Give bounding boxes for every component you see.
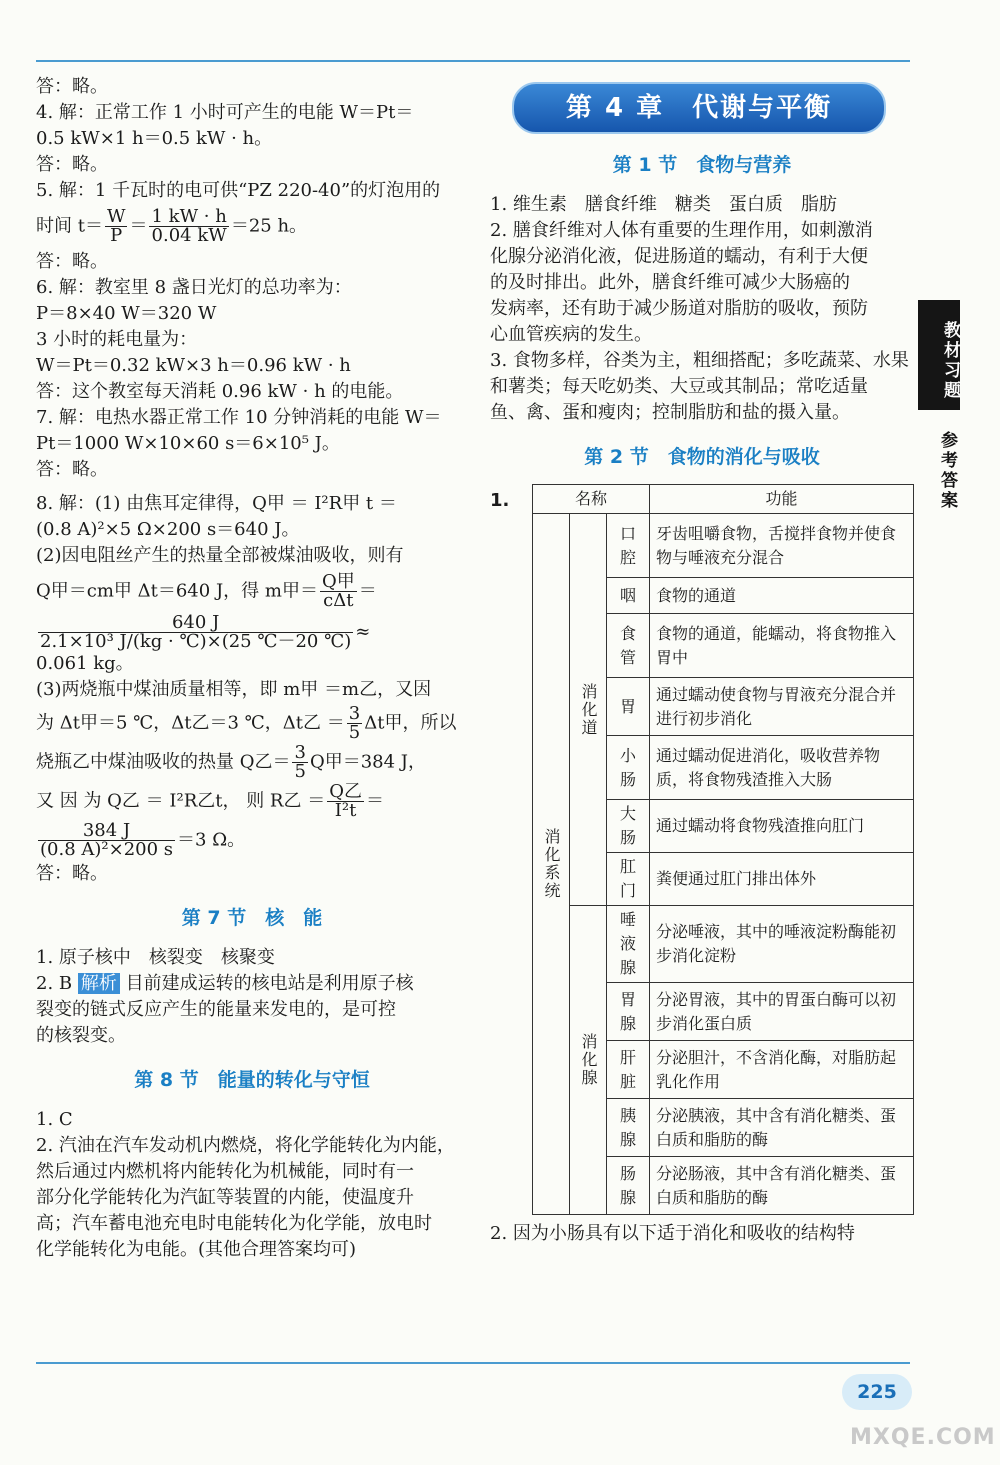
table-row	[533, 514, 914, 578]
s1-line: 3. 食物多样，谷类为主，粗细搭配；多吃蔬菜、水果	[490, 350, 909, 371]
organ-cell: 肛门	[607, 853, 650, 906]
function-cell: 粪便通过肛门排出体外	[650, 853, 914, 906]
fraction: $\frac{3}{5}$	[294, 742, 306, 782]
q8-formula: 烧瓶乙中煤油吸收的热量 Q乙＝ $\frac{3}{5}$ Q甲＝384 J，	[36, 742, 426, 782]
fraction: $\frac{3}{5}$	[348, 703, 361, 743]
table-header-name: 名称	[533, 485, 650, 514]
section-title-8: 第 8 节 能量的转化与守恒	[134, 1069, 370, 1091]
s8-line: 1. C	[36, 1109, 73, 1130]
function-cell: 通过蠕动将食物残渣推向肛门	[650, 800, 914, 853]
bottom-rule	[36, 1362, 910, 1364]
s2-line: 2. 因为小肠具有以下适于消化和吸收的结构特	[490, 1223, 855, 1244]
answer-line: 答：略。	[36, 76, 108, 97]
fraction: $\frac{640 J}{\text{2.1×10³ J/(kg · ℃)×(25 ℃－20 ℃)}}$	[40, 612, 352, 652]
watermark: MXQE.COM	[850, 1425, 996, 1450]
function-cell: 分泌唾液，其中的唾液淀粉酶能初步消化淀粉	[650, 906, 914, 983]
s1-line: 和薯类；每天吃奶类、大豆或其制品；常吃适量	[490, 376, 868, 397]
s7-line: 裂变的链式反应产生的能量来发电的，是可控	[36, 999, 396, 1020]
section-title-2: 第 2 节 食物的消化与吸收	[584, 446, 820, 468]
fraction: $\frac{W}{P}$	[106, 206, 126, 246]
side-tab-textbook: 教材习题	[918, 300, 960, 410]
organ-cell: 肠腺	[607, 1157, 650, 1215]
function-cell: 分泌肠液，其中含有消化糖类、蛋白质和脂肪的酶	[650, 1157, 914, 1215]
q6-line: P＝8×40 W＝320 W	[36, 303, 217, 324]
organ-cell: 肝脏	[607, 1041, 650, 1099]
organ-cell: 口腔	[607, 514, 650, 578]
function-cell: 通过蠕动使食物与胃液充分混合并进行初步消化	[650, 678, 914, 736]
fraction: $\frac{1 kW \cdot h}{0.04 kW}$	[151, 206, 227, 246]
organ-cell: 胃	[607, 678, 650, 736]
s1-line: 发病率，还有助于减少肠道对脂肪的吸收，预防	[490, 298, 868, 319]
answer-line: 答：这个教室每天消耗 0.96 kW · h 的电能。	[36, 381, 404, 402]
q8-formula: Q甲＝cm甲 Δt＝640 J，得 m甲＝ $\frac{\text{Q甲}}{\text{cΔt}}$ ＝	[36, 571, 377, 611]
q6-line: 6. 解：教室里 8 盏日光灯的总功率为：	[36, 277, 352, 298]
q8-line: 8. 解：(1) 由焦耳定律得，Q甲 ＝ I²R甲 t ＝	[36, 493, 397, 514]
gland-label: 消化腺	[570, 906, 607, 1215]
q8-line: (2)因电阻丝产生的热量全部被煤油吸收，则有	[36, 545, 404, 566]
organ-cell: 咽	[607, 578, 650, 614]
s1-line: 心血管疾病的发生。	[490, 324, 652, 345]
system-label: 消化系统	[533, 514, 570, 1215]
q6-line: W＝Pt＝0.32 kW×3 h＝0.96 kW · h	[36, 355, 351, 376]
fraction: $\frac{\text{Q甲}}{\text{cΔt}}$	[321, 571, 355, 611]
answer-line: 答：略。	[36, 251, 108, 272]
section-title-7: 第 7 节 核 能	[181, 907, 323, 929]
function-cell: 食物的通道	[650, 578, 914, 614]
s8-line: 2. 汽油在汽车发动机内燃烧，将化学能转化为内能，	[36, 1135, 455, 1156]
q8-formula: $\frac{640 J}{\text{2.1×10³ J/(kg · ℃)×(25 ℃－20 ℃)}}$ ≈	[40, 612, 371, 652]
fraction: $\frac{\text{Q乙}}{\text{I²t}}$	[329, 781, 362, 821]
q8-formula: 为 Δt甲＝5 ℃，Δt乙＝3 ℃，Δt乙 ＝ $\frac{3}{5}$ Δt甲，所以	[36, 703, 457, 743]
organ-cell: 胃腺	[607, 983, 650, 1041]
page-number: 225	[842, 1374, 912, 1410]
function-cell: 牙齿咀嚼食物，舌搅拌食物并使食物与唾液充分混合	[650, 514, 914, 578]
table-block	[490, 484, 914, 1215]
s7-line: 1. 原子核中 核裂变 核聚变	[36, 947, 275, 968]
top-rule	[36, 60, 910, 62]
table-number: 1.	[490, 490, 510, 511]
answer-line: 答：略。	[36, 459, 108, 480]
table-header-function: 功能	[650, 485, 914, 514]
q6-line: 3 小时的耗电量为：	[36, 329, 198, 350]
function-cell: 食物的通道，能蠕动，将食物推入胃中	[650, 614, 914, 678]
answer-line: 答：略。	[36, 863, 108, 884]
organ-cell: 食管	[607, 614, 650, 678]
function-cell: 分泌胃液，其中的胃蛋白酶可以初步消化蛋白质	[650, 983, 914, 1041]
right-column	[490, 74, 914, 1247]
s1-line: 鱼、禽、蛋和瘦肉；控制脂肪和盐的摄入量。	[490, 402, 850, 423]
organ-cell: 唾液腺	[607, 906, 650, 983]
q8-formula: $\frac{384 J}{\text{(0.8 A)²×200 s}}$ ＝3 Ω。	[40, 820, 246, 860]
analysis-tag: 解析	[78, 973, 120, 994]
organ-cell: 胰腺	[607, 1099, 650, 1157]
fraction: $\frac{384 J}{\text{(0.8 A)²×200 s}}$	[40, 820, 174, 860]
s8-line: 然后通过内燃机将内能转化为机械能，同时有一	[36, 1161, 414, 1182]
table-row	[533, 906, 914, 983]
function-cell: 通过蠕动促进消化，吸收营养物质，将食物残渣推入大肠	[650, 736, 914, 800]
s7-line: 的核裂变。	[36, 1025, 126, 1046]
tract-label: 消化道	[570, 514, 607, 906]
q8-formula: 又 因 为 Q乙 ＝ I²R乙t， 则 R乙 ＝ $\frac{\text{Q乙}}{\text{I²t}}$ ＝	[36, 781, 384, 821]
function-cell: 分泌胰液，其中含有消化糖类、蛋白质和脂肪的酶	[650, 1099, 914, 1157]
q4-line: 4. 解：正常工作 1 小时可产生的电能 W＝Pt＝	[36, 102, 414, 123]
q8-line: (3)两烧瓶中煤油质量相等，即 m甲 ＝m乙，又因	[36, 679, 432, 700]
section-title-1: 第 1 节 食物与营养	[612, 154, 792, 176]
s7-line: 2. B 解析 目前建成运转的核电站是利用原子核	[36, 973, 414, 994]
digestion-table	[532, 484, 914, 1215]
answer-line: 答：略。	[36, 154, 108, 175]
side-tab-answers: 参考答案	[937, 431, 957, 511]
q7-line: Pt＝1000 W×10×60 s＝6×10⁵ J。	[36, 433, 340, 454]
chapter-banner: 第 4 章 代谢与平衡	[512, 82, 886, 134]
function-cell: 分泌胆汁，不含消化酶，对脂肪起乳化作用	[650, 1041, 914, 1099]
s8-line: 化学能转化为电能。(其他合理答案均可)	[36, 1239, 357, 1260]
q4-line: 0.5 kW×1 h＝0.5 kW · h。	[36, 128, 273, 149]
s1-line: 2. 膳食纤维对人体有重要的生理作用，如刺激消	[490, 220, 873, 241]
s1-line: 化腺分泌消化液，促进肠道的蠕动，有利于大便	[490, 246, 868, 267]
organ-cell: 小肠	[607, 736, 650, 800]
q8-line: 0.061 kg。	[36, 653, 134, 674]
s8-line: 高；汽车蓄电池充电时电能转化为化学能，放电时	[36, 1213, 432, 1234]
q5-formula: 时间 t＝ $\frac{W}{P}$ ＝ $\frac{1 kW \cdot h}{0.04 kW}$ ＝25 h。	[36, 206, 308, 246]
left-column	[36, 74, 468, 1263]
q7-line: 7. 解：电热水器正常工作 10 分钟消耗的电能 W＝	[36, 407, 442, 428]
q8-line: (0.8 A)²×5 Ω×200 s＝640 J。	[36, 519, 300, 540]
s1-line: 的及时排出。此外，膳食纤维可减少大肠癌的	[490, 272, 850, 293]
organ-cell: 大肠	[607, 800, 650, 853]
q5-line: 5. 解：1 千瓦时的电可供“PZ 220-40”的灯泡用的	[36, 180, 441, 201]
s8-line: 部分化学能转化为汽缸等装置的内能，使温度升	[36, 1187, 414, 1208]
s1-line: 1. 维生素 膳食纤维 糖类 蛋白质 脂肪	[490, 194, 837, 215]
